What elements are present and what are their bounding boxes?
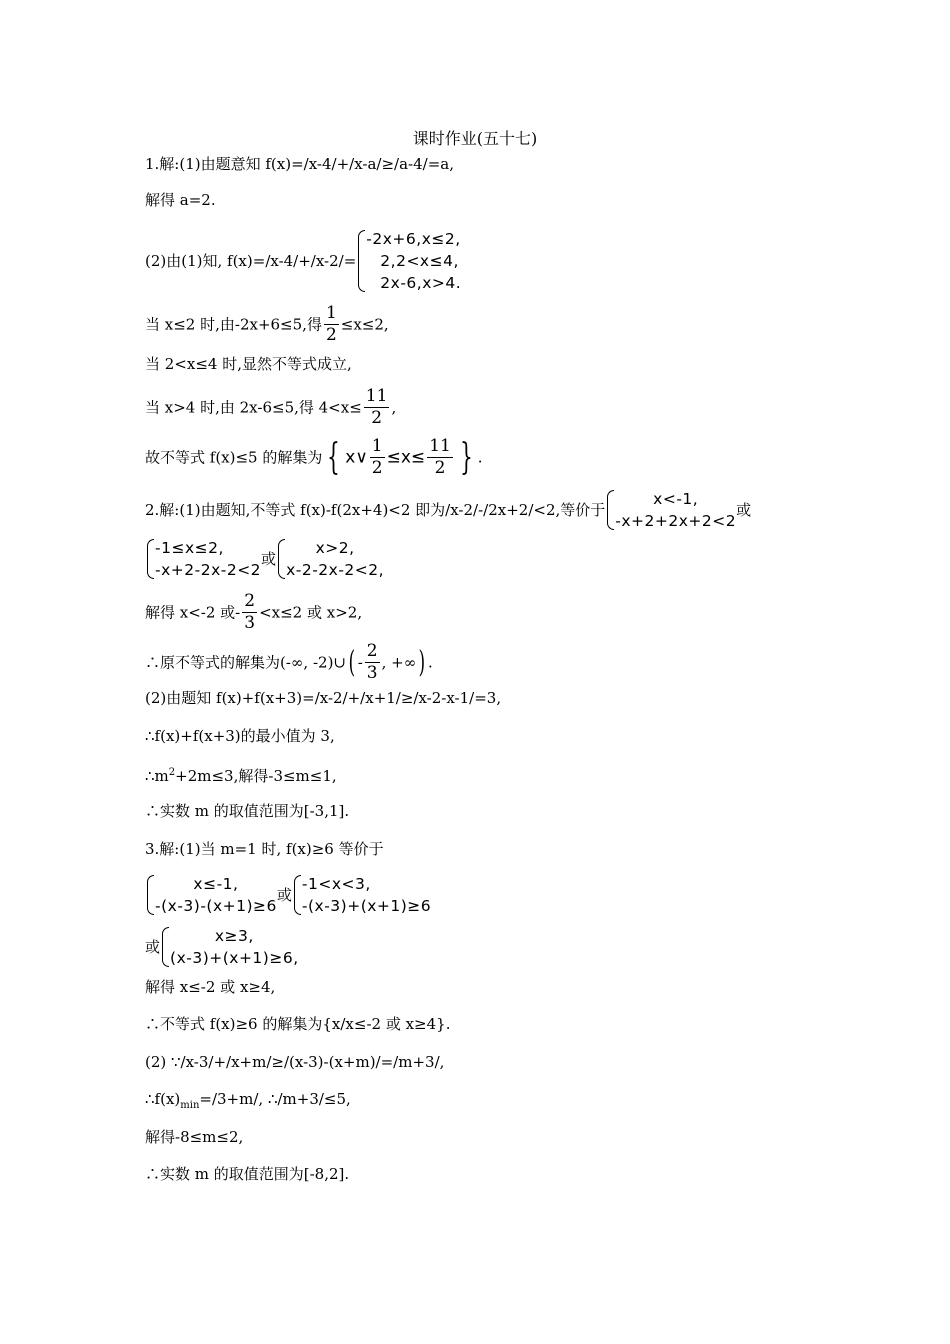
or-text: 或 <box>145 938 161 956</box>
brace-left: { <box>327 436 341 478</box>
fraction-num: 2 <box>366 641 378 661</box>
fraction-den: 2 <box>371 408 383 428</box>
system-row: (x-3)+(x+1)≥6, <box>170 949 299 967</box>
text: =/3+m/, ∴/m+3/≤5, <box>199 1090 351 1108</box>
p2-system-b <box>145 537 261 581</box>
fraction <box>365 643 380 682</box>
p3-system-b <box>292 873 431 917</box>
fraction <box>364 388 390 427</box>
fraction-num: 11 <box>365 386 388 406</box>
paren-left: ( <box>348 644 356 680</box>
text: +2m≤3,解得-3≤m≤1, <box>175 767 337 785</box>
system-row: x≥3, <box>214 927 254 945</box>
text: . <box>427 653 433 672</box>
p2-line8: ∴实数 m 的取值范围为[-3,1]. <box>145 802 350 820</box>
case-row: 2x-6,x>4. <box>380 274 462 292</box>
p1-line2: 解得 a=2. <box>145 191 216 209</box>
p3-system-c <box>160 925 299 969</box>
fraction-den: 2 <box>325 325 337 345</box>
p2-system-c <box>276 537 384 581</box>
p1-line4 <box>145 305 389 344</box>
p1-piecewise-prefix: (2)由(1)知, f(x)=/x-4/+/x-2/= <box>145 252 357 270</box>
p2-line7 <box>145 763 337 786</box>
system-row: -(x-3)+(x+1)≥6 <box>301 897 432 915</box>
text: ∴原不等式的解集为(-∞, -2)∪ <box>145 653 346 672</box>
text: <x≤2 或 x>2, <box>259 603 363 622</box>
text: 解得 x<-2 或- <box>145 603 241 622</box>
subscript: min <box>180 1100 200 1111</box>
p2-line2 <box>145 537 384 581</box>
system-row: -x+2+2x+2<2 <box>615 512 737 530</box>
p1-piecewise-cases <box>356 228 461 294</box>
fraction-den: 2 <box>434 458 446 478</box>
p1-line7 <box>145 438 483 477</box>
p3-line9: ∴实数 m 的取值范围为[-8,2]. <box>145 1165 350 1183</box>
p3-line2 <box>145 873 431 917</box>
fraction-num: 11 <box>429 436 451 456</box>
fraction <box>242 593 257 632</box>
superscript: 2 <box>168 767 176 778</box>
fraction-num: 1 <box>325 303 337 323</box>
text: , <box>391 398 397 417</box>
brace-right: } <box>459 436 473 478</box>
system-row: x<-1, <box>653 490 699 508</box>
p1-line3 <box>145 228 461 294</box>
text: . <box>477 448 483 467</box>
fraction-num: 1 <box>371 436 383 456</box>
p3-line1: 3.解:(1)当 m=1 时, f(x)≥6 等价于 <box>145 840 384 858</box>
fraction <box>370 438 385 477</box>
p3-line4: 解得 x≤-2 或 x≥4, <box>145 978 276 996</box>
p3-line6: (2) ∵/x-3/+/x+m/≥/(x-3)-(x+m)/=/m+3/, <box>145 1053 445 1071</box>
or-text: 或 <box>736 501 752 519</box>
fraction-den: 3 <box>366 663 378 683</box>
system-row: x>2, <box>315 539 355 557</box>
p3-line7 <box>145 1089 351 1116</box>
text: 故不等式 f(x)≤5 的解集为 <box>145 448 323 467</box>
system-row: -(x-3)-(x+1)≥6 <box>155 897 277 915</box>
p3-line3 <box>145 925 299 969</box>
text: 当 x>4 时,由 2x-6≤5,得 4<x≤ <box>145 398 362 417</box>
set-text: x∨ <box>345 447 368 468</box>
case-row: 2,2<x≤4, <box>380 252 459 270</box>
system-row: x-2-2x-2<2, <box>286 561 385 579</box>
p3-system-a <box>145 873 277 917</box>
text: , +∞ <box>381 653 417 672</box>
p2-line5: (2)由题知 f(x)+f(x+3)=/x-2/+/x+1/≥/x-2-x-1/=3, <box>145 689 502 707</box>
fraction-num: 2 <box>244 591 256 611</box>
page-title: 课时作业(五十七) <box>412 129 538 148</box>
fraction-den: 2 <box>371 458 383 478</box>
system-row: -1≤x≤2, <box>155 539 224 557</box>
system-row: x≤-1, <box>193 875 239 893</box>
text: ≤x≤2, <box>340 315 389 334</box>
p1-line5: 当 2<x≤4 时,显然不等式成立, <box>145 355 352 373</box>
p2-line6: ∴f(x)+f(x+3)的最小值为 3, <box>145 727 335 745</box>
fraction-den: 3 <box>244 613 256 633</box>
p3-line8: 解得-8≤m≤2, <box>145 1128 244 1146</box>
set-text: ≤x≤ <box>386 447 426 468</box>
p2-system-a <box>605 488 736 532</box>
text: 当 x≤2 时,由-2x+6≤5,得 <box>145 315 322 334</box>
or-text: 或 <box>261 550 277 568</box>
p2-line4 <box>145 643 433 682</box>
text: 2.解:(1)由题知,不等式 f(x)-f(2x+4)<2 即为/x-2/-/2x+2/<2,等价于 <box>145 501 606 519</box>
p2-line3 <box>145 593 362 632</box>
text: - <box>357 653 363 672</box>
p1-line1: 1.解:(1)由题意知 f(x)=/x-4/+/x-a/≥/a-4/=a, <box>145 155 454 173</box>
text: ∴m <box>145 767 169 785</box>
fraction <box>324 305 339 344</box>
case-row: -2x+6,x≤2, <box>366 230 461 248</box>
text: ∴f(x) <box>145 1090 181 1108</box>
or-text: 或 <box>276 886 292 904</box>
fraction <box>427 438 453 477</box>
paren-right: ) <box>418 644 426 680</box>
system-row: -1<x<3, <box>301 875 371 893</box>
system-row: -x+2-2x-2<2 <box>155 561 262 579</box>
p3-line5: ∴不等式 f(x)≥6 的解集为{x/x≤-2 或 x≥4}. <box>145 1015 451 1033</box>
p2-line1 <box>145 488 751 532</box>
p1-line6 <box>145 388 396 427</box>
